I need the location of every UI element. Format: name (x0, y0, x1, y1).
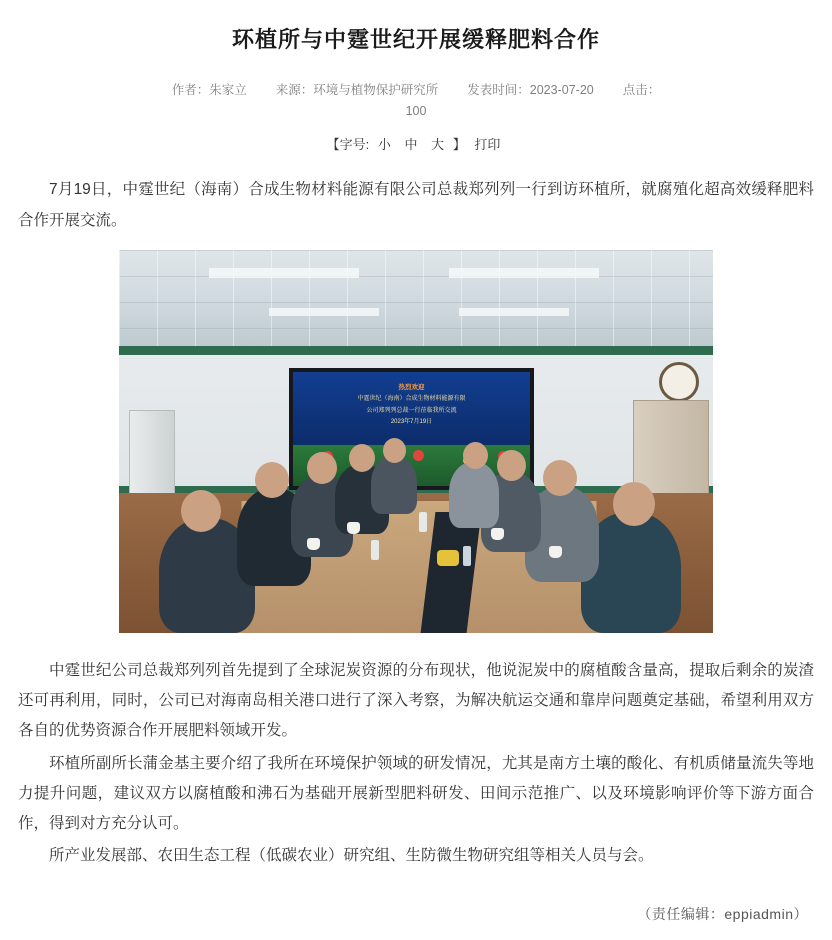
paragraph-1: 7月19日，中霆世纪（海南）合成生物材料能源有限公司总裁郑列列一行到访环植所，就腐殖化超高效缓释肥料合作开展交流。 (18, 181, 814, 229)
photo-wall-band-top (119, 346, 713, 355)
photo-person-head (543, 460, 577, 496)
photo-person (371, 456, 417, 514)
photo-bottle (419, 512, 427, 532)
photo-cup (549, 546, 562, 558)
photo-ceiling-light (449, 268, 599, 278)
paragraph-4: 所产业发展部、农田生态工程（低碳农业）研究组、生防微生物研究组等相关人员与会。 (49, 847, 654, 865)
photo-person-head (463, 442, 488, 469)
photo-ceiling-light (459, 308, 569, 316)
article-meta (18, 79, 814, 103)
fontsize-small-link[interactable]: 小 (377, 137, 391, 153)
photo-screen-line3: 公司郑列列总裁一行莅临我所交流 (366, 407, 457, 414)
photo-ceiling-light (209, 268, 359, 278)
article-figure (18, 250, 814, 644)
photo-screen-line4: 2023年7月19日 (390, 418, 433, 425)
photo-snack-bag (437, 550, 459, 566)
meta-hits (623, 83, 661, 97)
meta-date (467, 83, 593, 97)
paragraph-2: 中霆世纪公司总裁郑列列首先提到了全球泥炭资源的分布现状，他说泥炭中的腐植酸含量高，提取后剩余的炭渣还可再利用，同时，公司已对海南岛相关港口进行了深入考察，为解决航运交通和靠岸问题奠定基础，希望利用双方各自的优势资源合作开展肥料领域开发。 (18, 662, 814, 740)
photo-person-head (613, 482, 655, 526)
fontsize-label: 【字号: (326, 137, 370, 153)
photo-person-head (255, 462, 289, 498)
meta-author-label: 作者： (171, 82, 210, 97)
meta-author (172, 83, 247, 97)
meeting-photo (119, 250, 713, 633)
photo-person-head (349, 444, 375, 472)
paragraph-3: 环植所副所长蒲金基主要介绍了我所在环境保护领域的研发情况，尤其是南方土壤的酸化、有机质储量流失等地力提升问题，建议双方以腐植酸和沸石为基础开展新型肥料研发、田间示范推广、以及环境影响评价等下游方面合作，得到对方充分认可。 (18, 754, 814, 833)
responsible-editor: （责任编辑：eppiadmin） (637, 906, 808, 922)
photo-flower (413, 450, 424, 461)
photo-screen-text (293, 382, 530, 429)
article-body (18, 175, 814, 871)
meta-hits-label: 点击： (622, 82, 661, 97)
photo-cup (307, 538, 320, 550)
photo-cup (491, 528, 504, 540)
meta-source (276, 83, 439, 97)
meta-author-value: 朱家立 (209, 82, 247, 97)
print-link[interactable]: 打印 (474, 137, 501, 153)
photo-cup (347, 522, 360, 534)
meta-source-label: 来源： (275, 82, 314, 97)
photo-bottle (371, 540, 379, 560)
photo-screen-line2: 中霆世纪（海南）合成生物材料能源有限 (357, 396, 466, 403)
article-page (0, 26, 832, 940)
fontsize-bracket-close: 】 (452, 137, 466, 153)
photo-person (449, 462, 499, 528)
fontsize-medium-link[interactable]: 中 (404, 137, 418, 153)
photo-ceiling-grid (119, 250, 713, 358)
photo-person-head (497, 450, 526, 481)
photo-wall-clock (659, 362, 699, 402)
fontsize-large-link[interactable]: 大 (431, 137, 445, 153)
page-title: 环植所与中霆世纪开展缓释肥料合作 (231, 27, 600, 52)
meta-hits-value: 100 (405, 104, 427, 119)
photo-ceiling-light (269, 308, 379, 316)
meta-source-value: 环境与植物保护研究所 (313, 82, 439, 97)
article-tools (18, 134, 814, 153)
photo-person-head (383, 438, 406, 463)
photo-person-head (307, 452, 337, 484)
meta-date-value: 2023-07-20 (529, 82, 594, 97)
meta-date-label: 发表时间： (467, 82, 530, 97)
photo-bottle (463, 546, 471, 566)
photo-screen-line1: 热烈欢迎 (398, 383, 425, 391)
photo-person-head (181, 490, 221, 532)
